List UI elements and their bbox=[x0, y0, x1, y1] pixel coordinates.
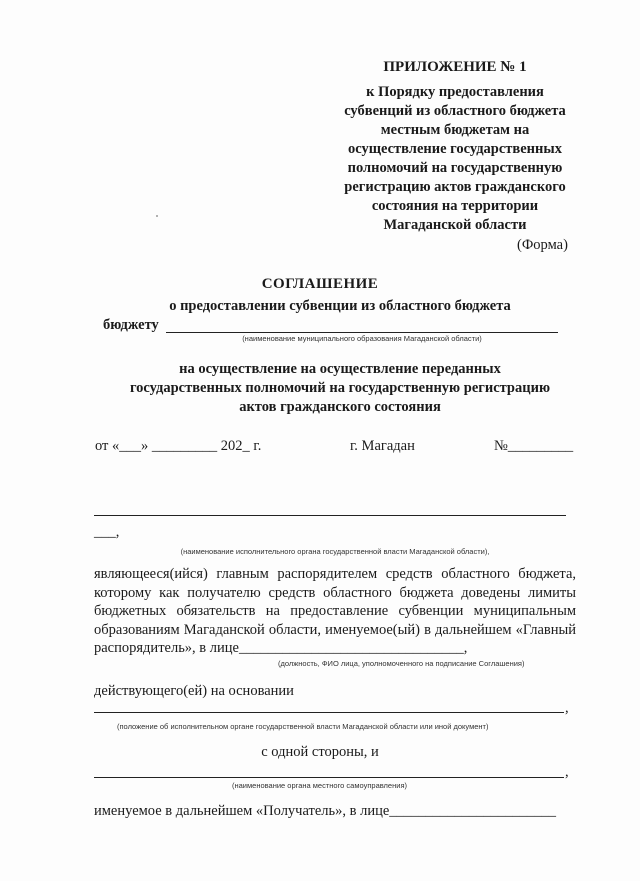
local-body-caption: (наименование органа местного самоуправления) bbox=[232, 781, 407, 790]
basis-caption: (положение об исполнительном органе государственной власти Магаданской области или иной документ) bbox=[117, 722, 489, 731]
basis-comma: , bbox=[565, 700, 569, 716]
agreement-date: от «___» _________ 202_ г. bbox=[95, 438, 262, 454]
appendix-title: ПРИЛОЖЕНИЕ № 1 bbox=[383, 59, 527, 75]
agreement-city: г. Магадан bbox=[350, 438, 415, 454]
scan-speck bbox=[156, 215, 158, 217]
recipient-line: именуемое в дальнейшем «Получатель», в лице_______________________ bbox=[94, 803, 557, 819]
form-label: (Форма) bbox=[517, 237, 568, 253]
appendix-line: состояния на территории bbox=[371, 198, 539, 214]
basis-blank-line bbox=[94, 712, 564, 713]
appendix-header bbox=[330, 58, 580, 235]
purpose-line: государственных полномочий на государственную регистрацию bbox=[129, 380, 551, 396]
local-body-blank-line bbox=[94, 777, 564, 778]
position-caption: (должность, ФИО лица, уполномоченного на подписание Соглашения) bbox=[278, 659, 525, 668]
agreement-number: №_________ bbox=[494, 438, 574, 454]
appendix-line: регистрацию актов гражданского bbox=[344, 179, 566, 195]
main-paragraph: являющееся(ийся) главным распорядителем средств областного бюджета, которому как получателю средств областного бюджета доведены лимиты бюджетных обязательств на предоставление субвенции муниципальным образованиям Магаданской области, именуемое(ый) в дальнейшем «Главный распорядитель», в лице_______________________________, bbox=[94, 566, 576, 657]
agreement-title: СОГЛАШЕНИЕ bbox=[261, 276, 379, 292]
one-side-text: с одной стороны, и bbox=[261, 744, 379, 760]
executive-body-caption: (наименование исполнительного органа государственной власти Магаданской области), bbox=[180, 547, 490, 556]
budget-blank-line bbox=[166, 332, 558, 333]
acting-basis-label: действующего(ей) на основании bbox=[94, 683, 294, 699]
appendix-line: к Порядку предоставления bbox=[366, 84, 544, 100]
appendix-line: Магаданской области bbox=[383, 217, 527, 233]
purpose-line: на осуществление на осуществление переданных bbox=[179, 361, 501, 377]
agreement-subtitle: о предоставлении субвенции из областного бюджета bbox=[169, 298, 511, 314]
budget-label: бюджету bbox=[103, 317, 159, 333]
executive-body-line bbox=[94, 515, 566, 516]
appendix-line: осуществление государственных bbox=[348, 141, 562, 157]
executive-body-comma: ___, bbox=[94, 524, 120, 540]
local-body-comma: , bbox=[565, 764, 569, 780]
appendix-line: субвенций из областного бюджета bbox=[344, 103, 566, 119]
appendix-line: местным бюджетам на bbox=[380, 122, 530, 138]
appendix-line: полномочий на государственную bbox=[347, 160, 563, 176]
purpose-line: актов гражданского состояния bbox=[239, 399, 441, 415]
budget-caption: (наименование муниципального образования Магаданской области) bbox=[242, 334, 482, 343]
